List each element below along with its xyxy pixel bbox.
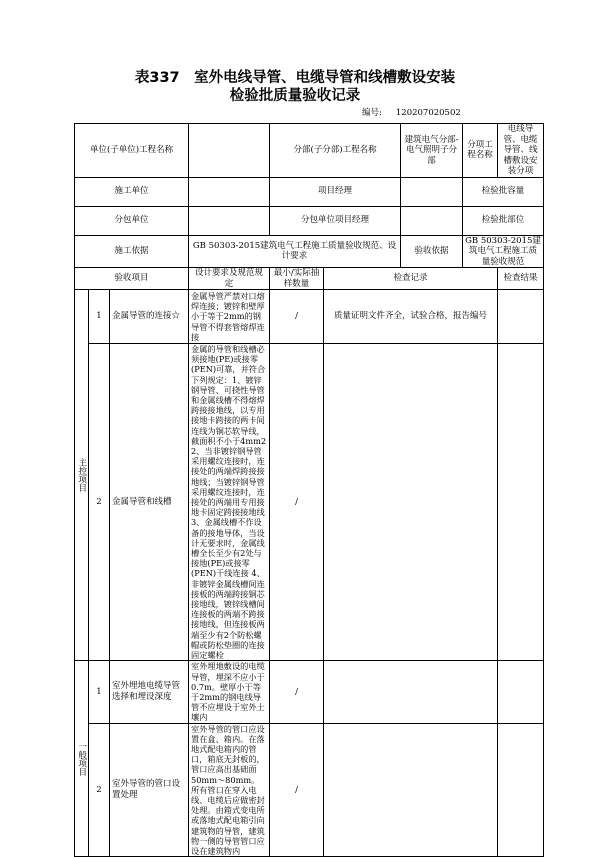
col-item: 验收项目 [75,268,189,290]
item-result [498,661,544,723]
document-subtitle: 检验批质量验收记录 [229,88,361,104]
subunit-label: 分部(子分部)工程名称 [270,124,401,178]
col-sampling: 最小/实际抽样数量 [270,268,324,290]
subcontract-manager-value [401,206,463,235]
item-requirement: 金属的导管和线槽必须接地(PE)或接零(PEN)可靠，并符合下列规定：1、镀锌钢导管、可挠性导管和金属线槽不得熔焊跨接接地线，以专用接地卡跨接的两卡间连线为铜芯软导线，截面积不小于4mm2 2、当非镀锌钢导管采用螺纹连接时，连接处的两端焊跨接接地线；当镀锌钢导管采用螺纹连接时，连接处的两端用专用接地卡固定跨接接地线 3、金属线槽不作设备的接地导体，当设计无要求时，金属线槽全长至少有2处与接地(PE)或接零(PEN)干线连接 4、非镀锌金属线槽间连接板的两端跨接铜芯接地线，镀锌线槽间连接板的两端不跨接接地线，但连接板两端至少有2个防松螺帽或防松垫圈的连接固定螺栓 [189,344,270,661]
col-record: 检查记录 [324,268,498,290]
project-manager-value [401,177,463,206]
col-result: 检查结果 [498,268,544,290]
item-sampling: / [270,344,324,661]
table-row [75,723,544,857]
item-sampling: / [270,723,324,857]
general-section-label: 一般项目 [75,661,89,857]
document-title: 表337 室外电线导管、电缆导管和线槽敷设安装 [134,70,456,86]
item-name: 室外导管的管口设置处理 [110,723,189,857]
item-record [324,661,498,723]
row-number: 2 [89,723,110,857]
row-number: 1 [89,290,110,344]
item-sampling: / [270,661,324,723]
row-number: 2 [89,344,110,661]
unit-label: 单位(子单位)工程名称 [75,124,189,178]
item-sampling: / [270,290,324,344]
item-result [498,723,544,857]
col-requirement: 设计要求及规范规定 [189,268,270,290]
basis-label: 施工依据 [75,235,189,268]
item-result [498,344,544,661]
subcontract-manager-label: 分包单位项目经理 [270,206,401,235]
basis-value: GB 50303-2015建筑电气工程施工质量验收规范、设计要求 [189,235,401,268]
batch-capacity-label: 检验批容量 [463,177,544,206]
item-name: 金属导管和线槽 [110,344,189,661]
item-requirement: 金属导管严禁对口熔焊连接；镀锌和壁厚小于等于2mm的钢导管不得套管熔焊连接 [189,290,270,344]
item-value: 电线导管、电缆导管、线槽敷设安装分项 [498,124,544,178]
acceptance-basis-value: GB 50303-2015建筑电气工程施工质量验收规范 [463,235,544,268]
unit-value [189,124,270,178]
item-requirement: 室外导管的管口应设置在盒、箱内。在落地式配电箱内的管口，箱底无封板的，管口应高出基础面50mm～80mm。所有管口在穿入电线、电缆后应做密封处理。由箱式变电所或落地式配电箱引向建筑物的导管，建筑物一侧的导管管口应设在建筑物内 [189,723,270,857]
subcontract-unit-value [189,206,270,235]
main-section-label: 主控项目 [75,290,89,661]
acceptance-table [74,123,544,857]
item-label: 分项工程名称 [463,124,498,178]
subcontract-unit-label: 分包单位 [75,206,189,235]
item-requirement: 室外埋地敷设的电缆导管，埋深不应小于0.7m。壁厚小于等于2mm的钢电线导管不应埋设于室外土壤内 [189,661,270,723]
item-record [324,723,498,857]
subunit-value: 建筑电气分部-电气照明子分部 [401,124,463,178]
construction-unit-label: 施工单位 [75,177,189,206]
item-record: 质量证明文件齐全，试验合格，报告编号 [324,290,498,344]
item-record [324,344,498,661]
acceptance-basis-label: 验收依据 [401,235,463,268]
document-code [362,106,461,118]
item-name: 金属导管的连接☆ [110,290,189,344]
table-row [75,344,544,661]
item-result [498,290,544,344]
project-manager-label: 项目经理 [270,177,401,206]
table-row [75,661,544,723]
row-number: 1 [89,661,110,723]
code-label: 编号: [362,108,382,118]
table-row [75,290,544,344]
construction-unit-value [189,177,270,206]
item-name: 室外埋地电缆导管选择和埋设深度 [110,661,189,723]
batch-location-label: 检验批部位 [463,206,544,235]
code-value: 120207020502 [395,108,461,118]
